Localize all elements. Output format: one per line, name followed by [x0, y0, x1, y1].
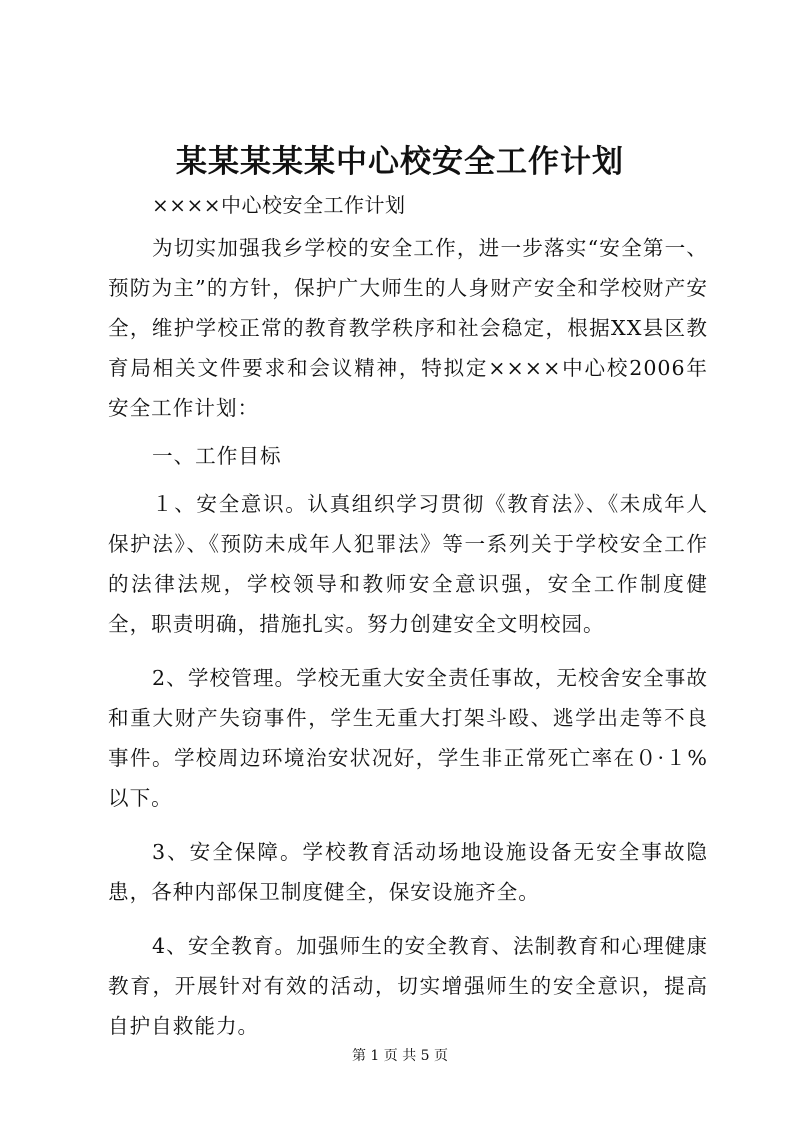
page-footer: 第 1 页 共 5 页	[351, 1048, 449, 1064]
section-heading: 一、工作目标	[152, 444, 282, 468]
document-title: 某某某某某中心校安全工作计划	[176, 144, 624, 180]
goal-item-3: 3、安全保障。学校教育活动场地设施设备无安全事故隐患，各种内部保卫制度健全，保安设施齐全。	[108, 840, 708, 904]
document-body	[108, 190, 708, 1046]
document-subtitle: ××××中心校安全工作计划	[152, 193, 406, 217]
intro-paragraph: 为切实加强我乡学校的安全工作，进一步落实“安全第一、预防为主”的方针，保护广大师生的人身财产安全和学校财产安全，维护学校正常的教育教学秩序和社会稳定，根据XX县区教育局相关文件要求和会议精神，特拟定××××中心校2006年安全工作计划：	[108, 236, 708, 420]
goal-item-4: 4、安全教育。加强师生的安全教育、法制教育和心理健康教育，开展针对有效的活动，切实增强师生的安全意识，提高自护自救能力。	[108, 934, 708, 1038]
goal-item-2: 2、学校管理。学校无重大安全责任事故，无校舍安全事故和重大财产失窃事件，学生无重大打架斗殴、逃学出走等不良事件。学校周边环境治安状况好，学生非正常死亡率在０·１%以下。	[108, 666, 708, 810]
goal-item-1: １、安全意识。认真组织学习贯彻《教育法》、《未成年人保护法》、《预防未成年人犯罪法》等一系列关于学校安全工作的法律法规，学校领导和教师安全意识强，安全工作制度健全，职责明确，措施扎实。努力创建安全文明校园。	[108, 492, 708, 636]
